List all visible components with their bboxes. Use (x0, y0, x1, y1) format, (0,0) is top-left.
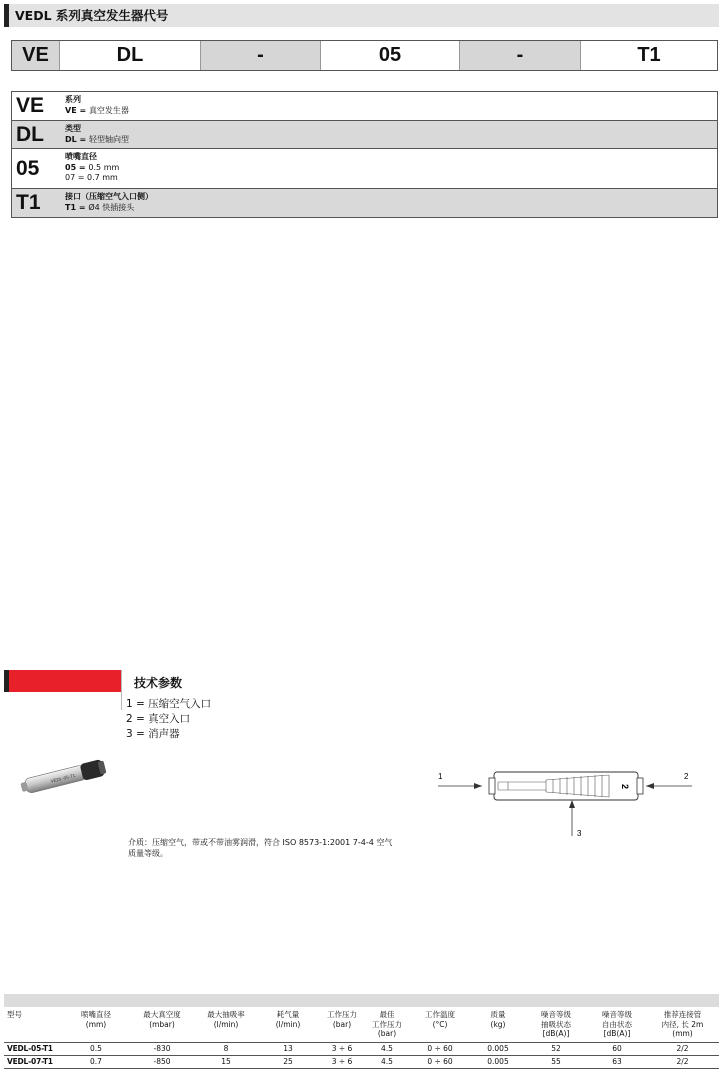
spec-cell: 52 (524, 1042, 588, 1055)
code-separator: - (201, 41, 321, 70)
spec-cell: 0.005 (472, 1042, 524, 1055)
model-cell: VEDL-05-T1 (4, 1042, 62, 1055)
port-list (126, 697, 211, 742)
spec-cell: 8 (194, 1042, 258, 1055)
legend-title: 喷嘴直径 (65, 152, 97, 161)
spec-cell: -830 (130, 1042, 194, 1055)
code-segment-series: VE (12, 41, 60, 70)
arrow-head (474, 783, 482, 789)
spec-header-row (4, 1008, 719, 1042)
table-row (4, 1042, 719, 1055)
body-mark: 2 (620, 784, 630, 790)
code-strip (11, 40, 718, 71)
spec-cell: 25 (258, 1055, 318, 1068)
medium-note (128, 837, 428, 859)
spec-cell: 0 ÷ 60 (408, 1042, 472, 1055)
legend-code: T1 (16, 191, 41, 214)
legend-line: 07 = 0.7 mm (65, 173, 118, 182)
spec-cell: -850 (130, 1055, 194, 1068)
legend-line: 05 = 0.5 mm (65, 162, 120, 172)
code-segment-nozzle: 05 (321, 41, 460, 70)
generator-body (494, 772, 638, 800)
legend-code: VE (16, 94, 45, 117)
spec-header-cell: 最佳 工作压力 (bar) (372, 1010, 402, 1038)
legend-text (52, 189, 153, 217)
tech-title: 技术参数 (134, 676, 183, 690)
spec-table-band (4, 994, 719, 1007)
code-legend-table (11, 91, 718, 218)
spec-cell: 2/2 (646, 1055, 719, 1068)
legend-text (52, 92, 129, 120)
spec-cell: 4.5 (366, 1055, 408, 1068)
spec-table (4, 1008, 719, 1069)
spec-cell: 63 (588, 1055, 646, 1068)
port-item: 1 = 压缩空气入口 (126, 698, 212, 710)
spec-header-cell: 喷嘴直径 (mm) (81, 1010, 111, 1029)
spec-cell: 13 (258, 1042, 318, 1055)
legend-row-type (12, 121, 717, 149)
model-cell: VEDL-07-T1 (4, 1055, 62, 1068)
legend-row-series (12, 92, 717, 121)
code-separator: - (460, 41, 581, 70)
spec-cell: 3 ÷ 6 (318, 1042, 366, 1055)
legend-text (52, 149, 119, 188)
product-photo (20, 756, 112, 796)
spec-header-cell: 工作压力 (bar) (327, 1010, 357, 1029)
spec-header-cell: 质量 (kg) (490, 1010, 506, 1029)
vacuum-fitting (637, 778, 643, 794)
spec-cell: 15 (194, 1055, 258, 1068)
spec-header-cell: 最大抽吸率 (l/min) (207, 1010, 245, 1029)
legend-code: 05 (16, 156, 40, 180)
port2-label: 2 (684, 772, 689, 781)
port1-label: 1 (438, 772, 443, 781)
spec-cell: 3 ÷ 6 (318, 1055, 366, 1068)
legend-title: 类型 (65, 124, 81, 133)
legend-row-nozzle (12, 149, 717, 189)
legend-title: 系列 (65, 95, 81, 104)
spec-header-cell: 噪音等级 自由状态 [dB(A)] (602, 1010, 632, 1038)
port-item: 3 = 消声器 (126, 728, 180, 740)
code-segment-type: DL (60, 41, 201, 70)
section-title: VEDL 系列真空发生器代号 (4, 4, 719, 27)
spec-cell: 2/2 (646, 1042, 719, 1055)
spec-header-cell: 最大真空度 (mbar) (143, 1010, 181, 1029)
pneumatic-diagram (436, 762, 698, 842)
spec-cell: 55 (524, 1055, 588, 1068)
spec-header-cell: 推荐连接管 内径, 长 2m (mm) (661, 1010, 704, 1038)
product-label: VEDL-05-T1 (50, 772, 76, 784)
port-item: 2 = 真空入口 (126, 713, 191, 725)
legend-title: 接口（压缩空气入口侧） (65, 192, 153, 201)
spec-header-cell: 噪音等级 抽吸状态 [dB(A)] (541, 1010, 571, 1038)
spec-cell: 0.7 (62, 1055, 130, 1068)
table-row (4, 1055, 719, 1068)
medium-note-line: 质量等级。 (128, 849, 168, 858)
legend-row-connection (12, 189, 717, 217)
spec-body (4, 1042, 719, 1068)
legend-line: T1 = Ø4 快插接头 (65, 202, 135, 212)
spec-header-cell: 型号 (7, 1010, 22, 1019)
spec-cell: 4.5 (366, 1042, 408, 1055)
inlet-fitting (489, 778, 495, 794)
spec-cell: 0 ÷ 60 (408, 1055, 472, 1068)
medium-note-line: 介质：压缩空气，带或不带油雾润滑，符合 ISO 8573-1:2001 7-4-4 空气 (128, 838, 393, 847)
legend-line: VE = 真空发生器 (65, 105, 129, 115)
divider (121, 670, 122, 710)
spec-cell: 0.005 (472, 1055, 524, 1068)
spec-cell: 0.5 (62, 1042, 130, 1055)
spec-header-cell: 耗气量 (l/min) (275, 1010, 301, 1029)
legend-code: DL (16, 122, 44, 146)
arrow-head (569, 800, 575, 808)
spec-cell: 60 (588, 1042, 646, 1055)
code-segment-connection: T1 (581, 41, 717, 70)
arrow-head (646, 783, 654, 789)
spec-header-cell: 工作温度 (°C) (425, 1010, 455, 1029)
legend-line: DL = 轻型轴向型 (65, 134, 130, 144)
port3-label: 3 (577, 829, 582, 838)
section-accent-bar (4, 670, 121, 692)
legend-text (52, 121, 129, 148)
